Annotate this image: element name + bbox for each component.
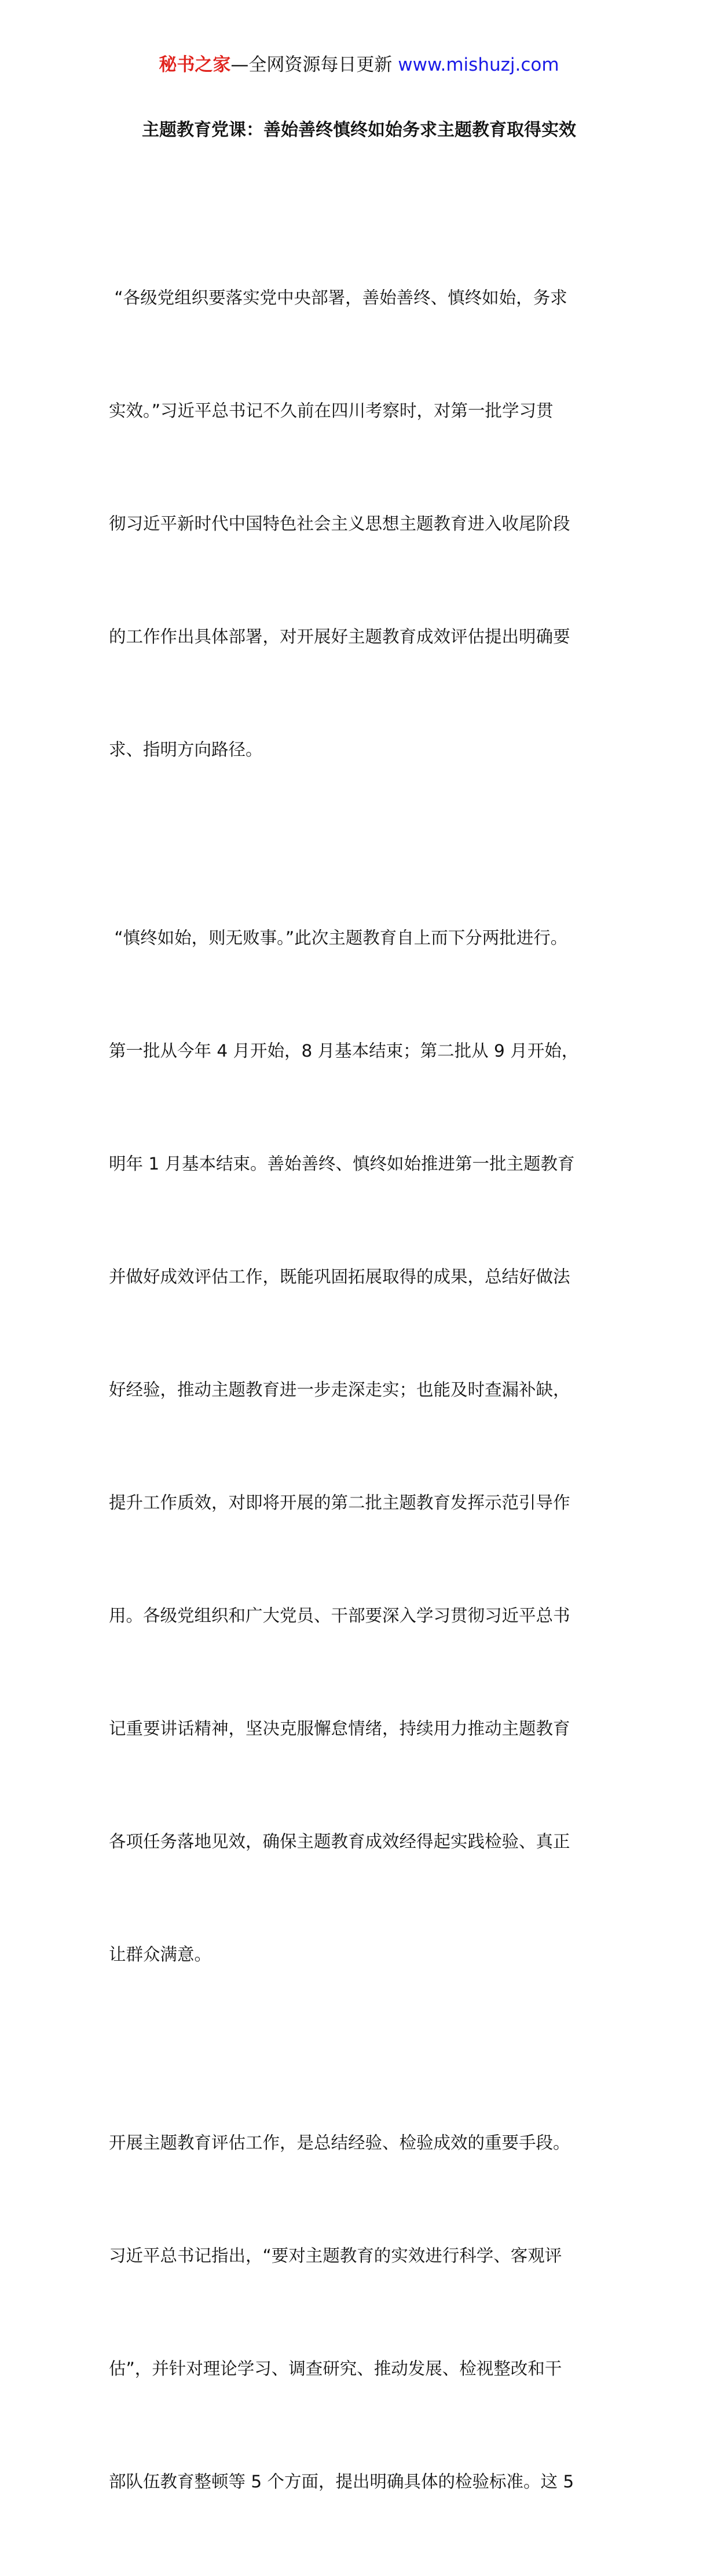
text-line: 部队伍教育整顿等 5 个方面，提出明确具体的检验标准。这 5 (109, 2472, 574, 2491)
text-line: 的工作作出具体部署，对开展好主题教育成效评估提出明确要 (109, 627, 570, 646)
brand-name: 秘书之家 (159, 54, 231, 75)
text-line: 提升工作质效，对即将开展的第二批主题教育发挥示范引导作 (109, 1493, 570, 1512)
text-line: 记重要讲话精神，坚决克服懈怠情绪，持续用力推动主题教育 (109, 1719, 570, 1738)
text-line: “慎终如始，则无败事。”此次主题教育自上而下分两批进行。 (109, 928, 568, 948)
text-line: 好经验，推动主题教育进一步走深走实；也能及时查漏补缺， (109, 1380, 570, 1400)
text-line: 第一批从今年 4 月开始，8 月基本结束；第二批从 9 月开始， (109, 1041, 579, 1061)
text-line: 明年 1 月基本结束。善始善终、慎终如始推进第一批主题教育 (109, 1154, 575, 1174)
text-line: 估”，并针对理论学习、调查研究、推动发展、检视整改和干 (109, 2359, 562, 2378)
site-header (0, 53, 718, 76)
text-line: 各项任务落地见效，确保主题教育成效经得起实践检验、真正 (109, 1832, 570, 1851)
text-line: 彻习近平新时代中国特色社会主义思想主题教育进入收尾阶段 (109, 514, 570, 534)
document-title: 主题教育党课：善始善终慎终如始务求主题教育取得实效 (142, 120, 576, 140)
paragraph-1 (109, 204, 615, 844)
paragraph-2 (109, 844, 615, 2049)
text-line: 并做好成效评估工作，既能巩固拓展取得的成果，总结好做法 (109, 1267, 570, 1287)
document-body (109, 204, 615, 2576)
text-line: “各级党组织要落实党中央部署，善始善终、慎终如始，务求 (109, 288, 567, 308)
paragraph-3 (109, 2049, 615, 2576)
text-line: 习近平总书记指出，“要对主题教育的实效进行科学、客观评 (109, 2246, 562, 2266)
site-url-link[interactable]: www.mishuzj.com (398, 54, 559, 75)
header-tagline: —全网资源每日更新 (230, 54, 398, 75)
text-line: 开展主题教育评估工作，是总结经验、检验成效的重要手段。 (109, 2133, 570, 2153)
text-line: 实效。”习近平总书记不久前在四川考察时，对第一批学习贯 (109, 401, 554, 421)
text-line: 让群众满意。 (109, 1945, 212, 1964)
text-line: 用。各级党组织和广大党员、干部要深入学习贯彻习近平总书 (109, 1606, 570, 1625)
text-line: 求、指明方向路径。 (109, 740, 263, 759)
